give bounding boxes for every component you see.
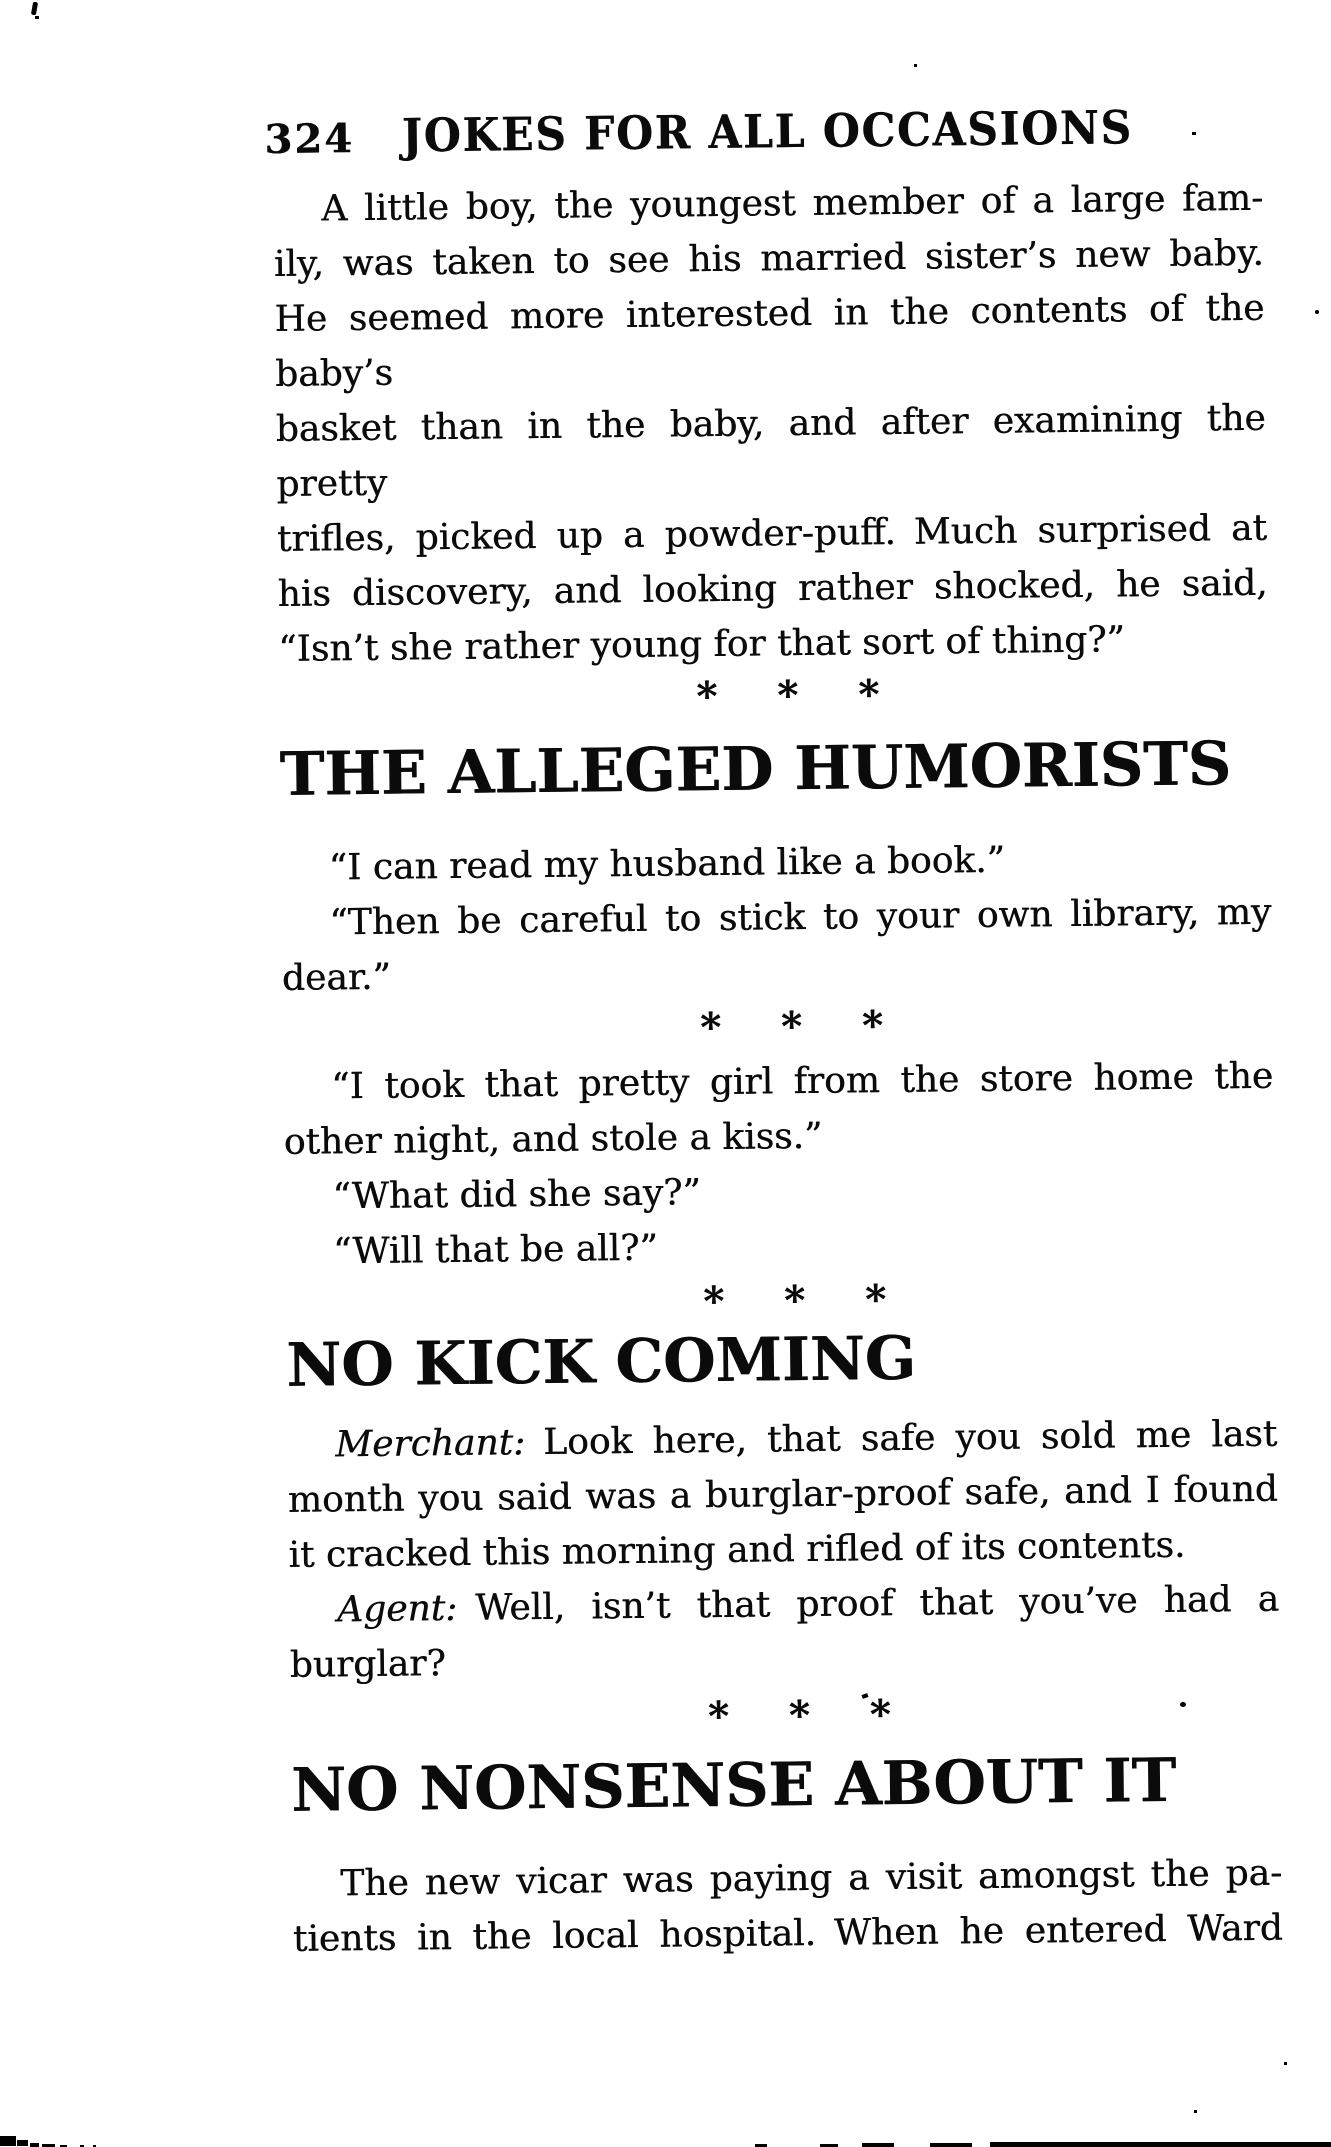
joke-paragraph-safe — [287, 1407, 1280, 1693]
asterisk: * — [696, 672, 718, 721]
asterisk: * — [788, 1692, 811, 1740]
joke-line: ily, was taken to see his married sister’s new baby. — [273, 232, 1264, 285]
joke-paragraph-baby — [273, 171, 1269, 677]
dialogue-line — [289, 1572, 1280, 1638]
scan-artifact-speck — [1315, 310, 1319, 314]
speaker-label: Agent: — [336, 1587, 458, 1631]
joke-line: “Isn’t she rather young for that sort of thing?” — [277, 619, 1126, 670]
asterisk: * — [777, 672, 799, 720]
joke-heading-no-kick-coming: NO KICK COMING — [285, 1323, 917, 1401]
joke-heading-alleged-humorists: THE ALLEGED HUMORISTS — [279, 729, 1232, 810]
joke-line: tients in the local hospital. When he entered Ward — [292, 1907, 1283, 1960]
scan-artifact-bottom-edge-segment — [930, 2143, 972, 2147]
joke-paragraph-vicar — [292, 1846, 1283, 1967]
joke-line: it cracked this morning and rifled of its contents. — [288, 1524, 1186, 1576]
joke-line: “Will that be all?” — [332, 1227, 659, 1273]
asterisk: * — [707, 1692, 730, 1741]
asterisk: * — [857, 671, 880, 719]
asterisk: * — [699, 1003, 722, 1052]
scan-artifact-speck — [1192, 132, 1196, 135]
running-header — [264, 93, 1263, 170]
dialogue-text: Look here, that safe you sold me last — [542, 1413, 1278, 1464]
scan-artifact-speck — [1284, 2062, 1287, 2065]
scan-artifact-bottom-edge-segment — [862, 2143, 894, 2147]
running-title: JOKES FOR ALL OCCASIONS — [401, 100, 1134, 163]
asterisk: * — [864, 1276, 887, 1324]
joke-line: The new vicar was paying a visit amongst the pa- — [339, 1852, 1283, 1905]
joke-line: trifles, picked up a powder-puff. Much surprised at — [276, 507, 1268, 560]
scan-artifact-ink-dot — [35, 16, 39, 19]
joke-line: A little boy, the youngest member of a large fam- — [320, 177, 1264, 230]
joke-line: month you said was a burglar-proof safe, and I found — [287, 1468, 1279, 1521]
joke-line: his discovery, and looking rather shocked, he said, — [277, 562, 1268, 615]
joke-line: “Then be careful to stick to your own library, my — [329, 891, 1272, 944]
section-separator — [285, 1271, 1275, 1328]
asterisk: * — [783, 1277, 806, 1325]
joke-line: “What did she say?” — [332, 1172, 702, 1218]
scan-artifact-speck — [1180, 1702, 1186, 1707]
speaker-label: Merchant: — [334, 1422, 526, 1466]
joke-line: burglar? — [289, 1643, 446, 1686]
section-separator — [282, 997, 1272, 1054]
joke-heading-no-nonsense: NO NONSENSE ABOUT IT — [290, 1745, 1177, 1826]
scan-artifact-bottom-edge-bar — [990, 2142, 1331, 2147]
page-text-block — [264, 93, 1283, 1967]
scan-artifact-corner-speckle — [17, 2140, 28, 2146]
page-number: 324 — [264, 115, 355, 164]
scan-artifact-corner-speckle — [0, 2136, 16, 2146]
joke-paragraph-kiss — [283, 1049, 1275, 1280]
joke-line: dear.” — [281, 956, 392, 999]
asterisk: * — [702, 1277, 725, 1326]
asterisk: * — [869, 1691, 891, 1739]
section-separator — [290, 1686, 1280, 1743]
joke-line: “I took that pretty girl from the store home the — [330, 1055, 1274, 1108]
joke-line: basket than in the baby, and after examining the pretty — [275, 397, 1266, 505]
joke-line: “I can read my husband like a book.” — [328, 839, 1006, 889]
dialogue-text: Well, isn’t that proof that you’ve had a — [474, 1578, 1280, 1629]
asterisk: * — [861, 1002, 884, 1050]
joke-paragraph-book — [280, 830, 1272, 1006]
scan-artifact-corner-speckle — [30, 2143, 39, 2147]
asterisk: * — [780, 1003, 803, 1051]
scan-artifact-ink-squiggle — [31, 2, 38, 16]
scan-artifact-speck — [1194, 2110, 1197, 2113]
scan-artifact-speck — [914, 64, 917, 67]
joke-line: He seemed more interested in the contents of the baby’s — [274, 287, 1265, 395]
joke-line: other night, and stole a kiss.” — [283, 1115, 823, 1163]
